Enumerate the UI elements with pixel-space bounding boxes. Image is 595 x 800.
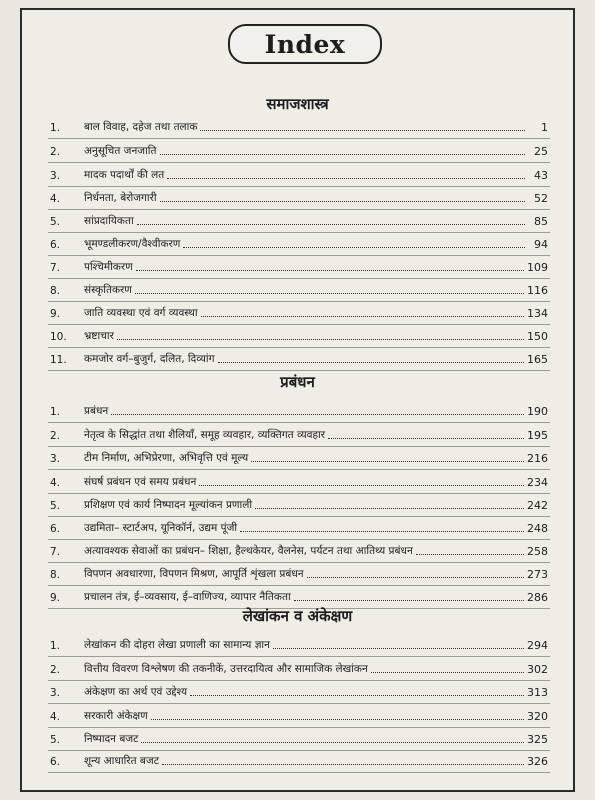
index-entry: [50, 118, 548, 134]
index-entry: [50, 350, 548, 366]
dot-leader: [328, 437, 524, 439]
dot-leader: [151, 718, 524, 720]
entry-page-number: 320: [527, 710, 548, 723]
entry-title: प्रचालन तंत्र, ई–व्यवसाय, ई–वाणिज्य, व्यापार नैतिकता: [84, 591, 291, 603]
dot-leader: [218, 361, 524, 363]
dot-leader: [371, 671, 524, 673]
dot-leader: [167, 177, 525, 179]
index-entry: [50, 281, 548, 297]
entry-page-number: 326: [527, 755, 548, 768]
entry-number: 1.: [50, 122, 61, 134]
row-divider: [48, 324, 550, 325]
entry-number: 7.: [50, 546, 61, 558]
entry-number: 3.: [50, 453, 61, 465]
entry-number: 5.: [50, 734, 61, 746]
index-entry: [50, 449, 548, 465]
row-divider: [48, 772, 550, 773]
row-divider: [48, 727, 550, 728]
row-divider: [48, 469, 550, 470]
entry-title: निष्पादन बजट: [84, 733, 139, 745]
entry-page-number: 273: [527, 568, 548, 581]
dot-leader: [183, 246, 525, 248]
entry-title: नेतृत्व के सिद्धांत तथा शैलियाँ, समूह व्यवहार, व्यक्तिगत व्यवहार: [84, 429, 326, 441]
entry-page-number: 134: [527, 307, 548, 320]
entry-number: 2.: [50, 146, 61, 158]
index-entry: [50, 707, 548, 723]
row-divider: [48, 703, 550, 704]
entry-page-number: 234: [527, 476, 548, 489]
dot-leader: [160, 200, 525, 202]
entry-number: 6.: [50, 756, 61, 768]
entry-page-number: 85: [534, 215, 548, 228]
dot-leader: [255, 507, 524, 509]
index-entry: [50, 212, 548, 228]
row-divider: [48, 232, 550, 233]
entry-number: 2.: [50, 430, 61, 442]
entry-page-number: 325: [527, 733, 548, 746]
index-entry: [50, 542, 548, 558]
entry-number: 3.: [50, 170, 61, 182]
entry-number: 4.: [50, 711, 61, 723]
entry-title: अंकेक्षण का अर्थ एवं उद्देश्य: [84, 686, 188, 698]
entry-number: 8.: [50, 569, 61, 581]
entry-page-number: 25: [534, 145, 548, 158]
section-title: समाजशास्त्र: [266, 95, 329, 113]
dot-leader: [136, 269, 524, 271]
entry-page-number: 150: [527, 330, 548, 343]
entry-number: 4.: [50, 477, 61, 489]
entry-number: 5.: [50, 216, 61, 228]
entry-title: मादक पदार्थों की लत: [84, 169, 165, 181]
entry-title: टीम निर्माण, अभिप्रेरणा, अभिवृत्ति एवं मूल्य: [84, 452, 249, 464]
row-divider: [48, 422, 550, 423]
entry-number: 6.: [50, 239, 61, 251]
row-divider: [48, 516, 550, 517]
row-divider: [48, 680, 550, 681]
entry-page-number: 248: [527, 522, 548, 535]
row-divider: [48, 585, 550, 586]
entry-number: 3.: [50, 687, 61, 699]
entry-title: भूमण्डलीकरण/वैश्वीकरण: [84, 238, 181, 250]
entry-page-number: 43: [534, 169, 548, 182]
section-title: लेखांकन व अंकेक्षण: [242, 607, 353, 625]
index-entry: [50, 496, 548, 512]
entry-title: भ्रष्टाचार: [84, 330, 114, 342]
entry-title: सरकारी अंकेक्षण: [84, 710, 148, 722]
index-title-box: [228, 24, 382, 64]
entry-page-number: 313: [527, 686, 548, 699]
row-divider: [48, 656, 550, 657]
entry-title: वित्तीय विवरण विश्लेषण की तकनीकें, उत्तरदायित्व और सामाजिक लेखांकन: [84, 663, 368, 675]
entry-title: अनुसूचित जनजाति: [84, 145, 157, 157]
entry-page-number: 216: [527, 452, 548, 465]
index-entry: [50, 166, 548, 182]
dot-leader: [141, 741, 524, 743]
entry-title: पश्चिमीकरण: [84, 261, 133, 273]
entry-page-number: 286: [527, 591, 548, 604]
entry-number: 1.: [50, 640, 61, 652]
row-divider: [48, 347, 550, 348]
entry-title: प्रबंधन: [84, 405, 109, 417]
index-entry: [50, 327, 548, 343]
entry-title: संस्कृतिकरण: [84, 284, 132, 296]
entry-number: 1.: [50, 406, 61, 418]
row-divider: [48, 255, 550, 256]
entry-page-number: 165: [527, 353, 548, 366]
row-divider: [48, 539, 550, 540]
entry-number: 11.: [50, 354, 67, 366]
entry-page-number: 52: [534, 192, 548, 205]
dot-leader: [201, 315, 524, 317]
row-divider: [48, 370, 550, 371]
entry-title: उद्यमिता– स्टार्टअप, यूनिकॉर्न, उद्यम पूंजी: [84, 522, 238, 534]
entry-page-number: 242: [527, 499, 548, 512]
entry-page-number: 195: [527, 429, 548, 442]
dot-leader: [135, 292, 524, 294]
row-divider: [48, 562, 550, 563]
entry-title: जाति व्यवस्था एवं वर्ग व्यवस्था: [84, 307, 198, 319]
section-title: प्रबंधन: [280, 373, 315, 391]
index-entry: [50, 235, 548, 251]
dot-leader: [273, 647, 524, 649]
entry-page-number: 190: [527, 405, 548, 418]
entry-page-number: 302: [527, 663, 548, 676]
index-entry: [50, 426, 548, 442]
entry-page-number: 109: [527, 261, 548, 274]
row-divider: [48, 209, 550, 210]
entry-title: प्रशिक्षण एवं कार्य निष्पादन मूल्यांकन प्रणाली: [84, 499, 253, 511]
entry-title: विपणन अवधारणा, विपणन मिश्रण, आपूर्ति शृंखला प्रबंधन: [84, 568, 304, 580]
row-divider: [48, 138, 550, 139]
entry-page-number: 258: [527, 545, 548, 558]
dot-leader: [294, 599, 524, 601]
entry-number: 5.: [50, 500, 61, 512]
row-divider: [48, 446, 550, 447]
dot-leader: [240, 530, 524, 532]
entry-number: 9.: [50, 592, 61, 604]
entry-title: लेखांकन की दोहरा लेखा प्रणाली का सामान्य ज्ञान: [84, 639, 270, 651]
index-entry: [50, 402, 548, 418]
index-entry: [50, 752, 548, 768]
index-entry: [50, 683, 548, 699]
index-entry: [50, 473, 548, 489]
entry-number: 8.: [50, 285, 61, 297]
row-divider: [48, 186, 550, 187]
dot-leader: [199, 484, 524, 486]
index-entry: [50, 660, 548, 676]
entry-number: 7.: [50, 262, 61, 274]
dot-leader: [162, 763, 524, 765]
entry-title: सांप्रदायिकता: [84, 215, 134, 227]
index-entry: [50, 519, 548, 535]
index-entry: [50, 730, 548, 746]
index-entry: [50, 258, 548, 274]
row-divider: [48, 493, 550, 494]
index-entry: [50, 565, 548, 581]
dot-leader: [307, 576, 524, 578]
dot-leader: [160, 153, 526, 155]
entry-number: 2.: [50, 664, 61, 676]
entry-title: अत्यावश्यक सेवाओं का प्रबंधन– शिक्षा, हैल्थकेयर, वैलनेस, पर्यटन तथा आतिथ्य प्रबंधन: [84, 545, 413, 557]
dot-leader: [137, 223, 525, 225]
index-entry: [50, 304, 548, 320]
index-entry: [50, 189, 548, 205]
row-divider: [48, 162, 550, 163]
dot-leader: [117, 338, 524, 340]
row-divider: [48, 278, 550, 279]
row-divider: [48, 750, 550, 751]
dot-leader: [200, 129, 525, 131]
index-title: Index: [264, 29, 346, 59]
index-entry: [50, 588, 548, 604]
entry-number: 6.: [50, 523, 61, 535]
entry-page-number: 1: [541, 121, 548, 134]
dot-leader: [251, 460, 524, 462]
entry-title: शून्य आधारित बजट: [84, 755, 159, 767]
entry-page-number: 116: [527, 284, 548, 297]
entry-page-number: 294: [527, 639, 548, 652]
entry-number: 9.: [50, 308, 61, 320]
entry-title: निर्धनता, बेरोजगारी: [84, 192, 157, 204]
entry-page-number: 94: [534, 238, 548, 251]
dot-leader: [190, 694, 524, 696]
entry-number: 4.: [50, 193, 61, 205]
entry-number: 10.: [50, 331, 67, 343]
entry-title: कमजोर वर्ग–बुजुर्ग, दलित, दिव्यांग: [84, 353, 215, 365]
index-entry: [50, 142, 548, 158]
dot-leader: [416, 553, 524, 555]
entry-title: बाल विवाह, दहेज तथा तलाक: [84, 121, 198, 133]
dot-leader: [111, 413, 524, 415]
row-divider: [48, 301, 550, 302]
index-entry: [50, 636, 548, 652]
entry-title: संघर्ष प्रबंधन एवं समय प्रबंधन: [84, 476, 197, 488]
